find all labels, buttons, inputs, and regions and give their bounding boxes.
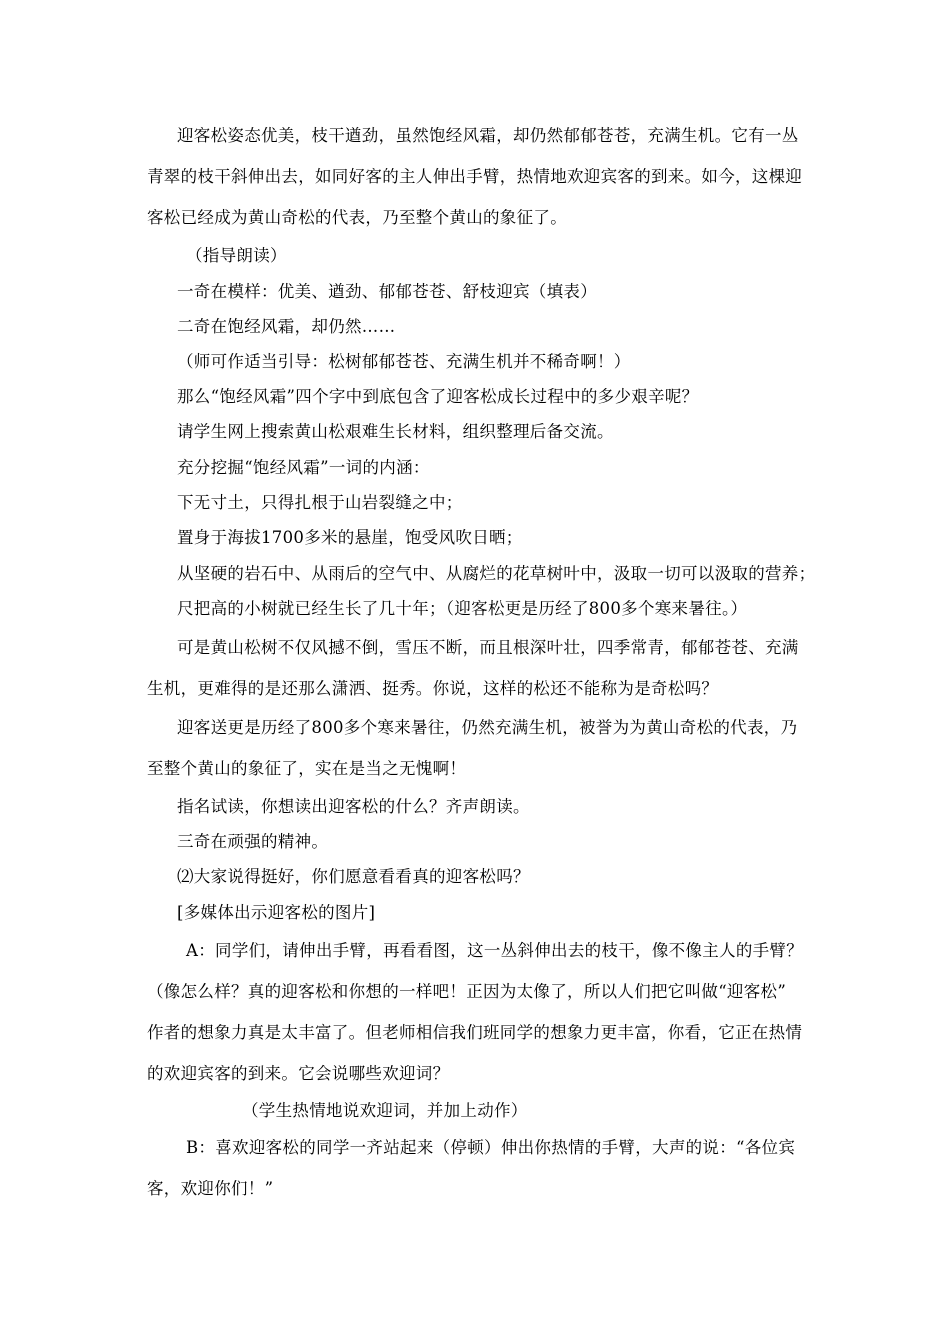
paragraph-line: （师可作适当引导：松树郁郁苍苍、充满生机并不稀奇啊！）	[177, 352, 631, 371]
paragraph-line: 下无寸土，只得扎根于山岩裂缝之中；	[177, 493, 463, 512]
paragraph-line: 那么“饱经风霜”四个字中到底包含了迎客松成长过程中的多少艰辛呢？	[177, 387, 699, 406]
paragraph-line: 至整个黄山的象征了，实在是当之无愧啊！	[147, 759, 467, 778]
paragraph-line: 尺把高的小树就已经生长了几十年；（迎客松更是历经了800多个寒来暑往。）	[177, 599, 748, 618]
paragraph-line: 二奇在饱经风霜，却仍然……	[177, 317, 396, 336]
paragraph-line: 一奇在模样：优美、遒劲、郁郁苍苍、舒枝迎宾（填表）	[177, 282, 597, 301]
paragraph-line: 客，欢迎你们！”	[147, 1179, 274, 1198]
paragraph-line: 置身于海拔1700多米的悬崖，饱受风吹日晒；	[177, 528, 523, 547]
paragraph-line: （像怎么样？真的迎客松和你想的一样吧！正因为太像了，所以人们把它叫做“迎客松”	[147, 982, 787, 1001]
paragraph-line: 青翠的枝干斜伸出去，如同好客的主人伸出手臂，热情地欢迎宾客的到来。如今，这棵迎	[147, 167, 803, 186]
paragraph-line: 从坚硬的岩石中、从雨后的空气中、从腐烂的花草树叶中，汲取一切可以汲取的营养；	[177, 564, 816, 583]
paragraph-line: [多媒体出示迎客松的图片]	[177, 903, 376, 922]
paragraph-line: 充分挖掘“饱经风霜”一词的内涵：	[177, 458, 430, 477]
paragraph-line: 作者的想象力真是太丰富了。但老师相信我们班同学的想象力更丰富，你看，它正在热情	[147, 1023, 803, 1042]
paragraph-line: ⑵大家说得挺好，你们愿意看看真的迎客松吗？	[177, 867, 530, 886]
paragraph-line: 生机，更难得的是还那么潇洒、挺秀。你说，这样的松还不能称为是奇松吗？	[147, 679, 719, 698]
paragraph-line: 迎客送更是历经了800多个寒来暑往，仍然充满生机，被誉为为黄山奇松的代表，乃	[177, 718, 798, 737]
paragraph-line: （学生热情地说欢迎词，并加上动作）	[242, 1101, 528, 1120]
paragraph-line: B：喜欢迎客松的同学一齐站起来（停顿）伸出你热情的手臂，大声的说：“各位宾	[186, 1138, 796, 1157]
paragraph-line: 三奇在顽强的精神。	[177, 832, 329, 851]
paragraph-line: （指导朗读）	[186, 246, 287, 265]
paragraph-line: 指名试读，你想读出迎客松的什么？齐声朗读。	[177, 797, 530, 816]
paragraph-line: 请学生网上搜索黄山松艰难生长材料，组织整理后备交流。	[177, 422, 614, 441]
paragraph-line: 迎客松姿态优美，枝干遒劲，虽然饱经风霜，却仍然郁郁苍苍，充满生机。它有一丛	[177, 126, 799, 145]
paragraph-line: 的欢迎宾客的到来。它会说哪些欢迎词？	[147, 1064, 450, 1083]
paragraph-line: 客松已经成为黄山奇松的代表，乃至整个黄山的象征了。	[147, 208, 567, 227]
paragraph-line: 可是黄山松树不仅风撼不倒，雪压不断，而且根深叶壮，四季常青，郁郁苍苍、充满	[177, 638, 799, 657]
paragraph-line: A：同学们，请伸出手臂，再看看图，这一丛斜伸出去的枝干，像不像主人的手臂？	[186, 941, 804, 960]
